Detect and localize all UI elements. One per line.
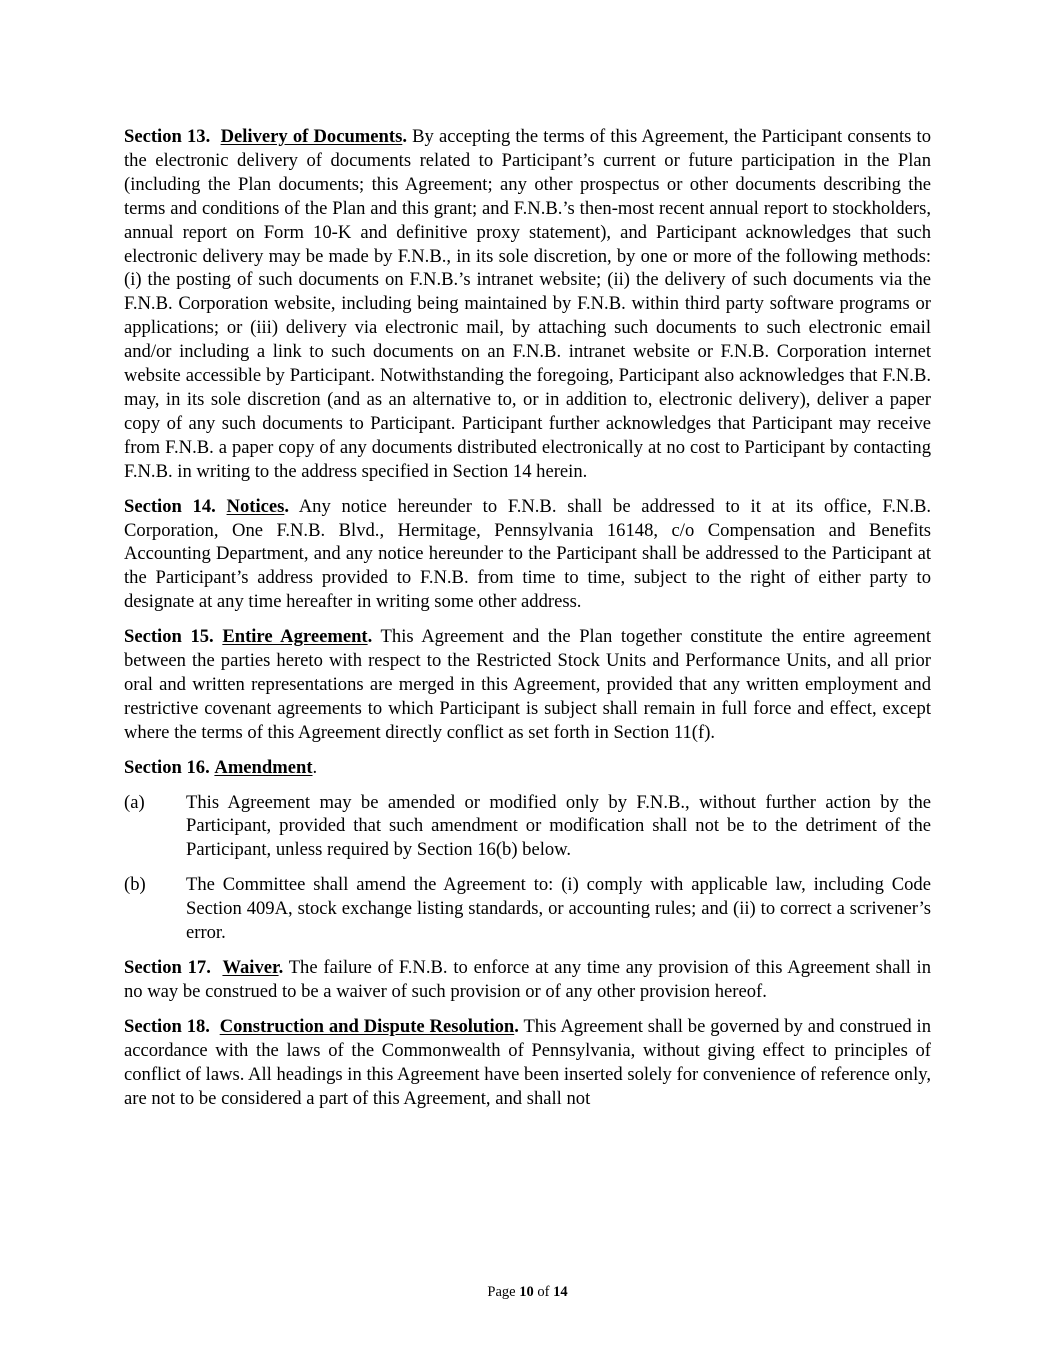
- page-total: 14: [553, 1284, 568, 1300]
- section-17: Section 17. Waiver. The failure of F.N.B. to enforce at any time any provision of this Agreement shall in no way be construed to be a waiver of such provision or of any other provision hereof.: [124, 957, 932, 1002]
- section-17-title: Waiver: [222, 957, 279, 978]
- section-18-text: This Agreement shall be governed by and construed in accordance with the laws of the Commonwealth of Pennsylvania, without giving effect to principles of conflict of laws. All headings in this Agreement have been inserted solely for convenience of reference only, are not to be considered a part of this Agreement, and shall not: [124, 1015, 932, 1109]
- section-15: Section 15. Entire Agreement. This Agreement and the Plan together constitute the entire agreement between the parties hereto with respect to the Restricted Stock Units and Performance Units, and all prior oral and written representations are merged in this Agreement, provided that any written employment and restrictive covenant agreements to which Participant is subject shall remain in full force and effect, except where the terms of this Agreement directly conflict as set forth in Section 11(f).: [124, 626, 931, 743]
- section-18-title: Construction and Dispute Resolution: [219, 1015, 515, 1037]
- section-18-number: Section 18.: [124, 1015, 210, 1037]
- section-16-item-b: [124, 873, 931, 945]
- section-16: Section 16. Amendment.: [124, 756, 318, 778]
- section-13: Section 13. Delivery of Documents. By accepting the terms of this Agreement, the Participant consents to the electronic delivery of documents related to Participant’s current or future participation in the Plan (including the Plan documents; this Agreement; any other prospectus or other documents describing the terms and conditions of the Plan and this grant; and F.N.B.’s then-most recent annual report to stockholders, annual report on Form 10-K and definitive proxy statement), and Participant acknowledges that such electronic delivery may be made by F.N.B., in its sole discretion, by one or more of the following methods: (i) the posting of such documents on F.N.B.’s intranet website; (ii) the delivery of such documents via the F.N.B. Corporation website, including being maintained by F.N.B. within third party software programs or applications; or (iii) delivery via electronic mail, by attaching such documents to such electronic email and/or including a link to such documents on an F.N.B. intranet website or F.N.B. Corporation internet website accessible by Participant. Notwithstanding the foregoing, Participant also acknowledges that F.N.B. may, in its sole discretion (and as an alternative to, or in addition to, electronic delivery), deliver a paper copy of any such documents to Participant. Participant further acknowledges that Participant may receive from F.N.B. a paper copy of any documents distributed electronically at no cost to Participant by contacting F.N.B. in writing to the address specified in Section 14 herein.: [124, 126, 932, 482]
- list-item-text: The Committee shall amend the Agreement to: (i) comply with applicable law, including Code Section 409A, stock exchange listing standards, or accounting rules; and (ii) to correct a scrivener’s error.: [186, 874, 931, 944]
- page-number: 10: [519, 1284, 534, 1300]
- section-16-title: Amendment: [214, 756, 313, 778]
- section-16-item-a: [124, 791, 931, 863]
- section-13-text: By accepting the terms of this Agreement, the Participant consents to the electronic delivery of documents related to Participant’s current or future participation in the Plan (including the Plan documents; this Agreement; any other prospectus or other documents describing the terms and conditions of the Plan and this grant; and F.N.B.’s then-most recent annual report to stockholders, annual report on Form 10-K and definitive proxy statement), and Participant acknowledges that such electronic delivery may be made by F.N.B., in its sole discretion, by one or more of the following methods: (i) the posting of such documents on F.N.B.’s intranet website; (ii) the delivery of such documents via the F.N.B. Corporation website, including being maintained by F.N.B. within third party software programs or applications; or (iii) delivery via electronic mail, by attaching such documents to such electronic email and/or including a link to such documents on an F.N.B. intranet website or F.N.B. Corporation internet website accessible by Participant. Notwithstanding the foregoing, Participant also acknowledges that F.N.B. may, in its sole discretion (and as an alternative to, or in addition to, electronic delivery), deliver a paper copy of any such documents to Participant. Participant further acknowledges that Participant may receive from F.N.B. a paper copy of any documents distributed electronically at no cost to Participant by contacting F.N.B. in writing to the address specified in Section 14 herein.: [124, 126, 932, 482]
- section-14-text: Any notice hereunder to F.N.B. shall be addressed to it at its office, F.N.B. Corporation, One F.N.B. Blvd., Hermitage, Pennsylvania 16148, c/o Compensation and Benefits Accounting Department, and any notice hereunder to the Participant shall be addressed to the Participant at the Participant’s address provided to F.N.B. from time to time, subject to the right of either party to designate at any time hereafter in writing some other address.: [124, 495, 932, 613]
- section-14-number: Section 14.: [124, 495, 216, 517]
- page-label: Page: [487, 1284, 516, 1300]
- list-item-label: (b): [124, 874, 146, 896]
- section-15-number: Section 15.: [124, 626, 214, 648]
- section-15-title: Entire Agreement: [222, 626, 368, 648]
- section-15-text: This Agreement and the Plan together constitute the entire agreement between the parties hereto with respect to the Restricted Stock Units and Performance Units, and all prior oral and written representations are merged in this Agreement, provided that any written employment and restrictive covenant agreements to which Participant is subject shall remain in full force and effect, except where the terms of this Agreement directly conflict as set forth in Section 11(f).: [124, 626, 931, 743]
- section-16-number: Section 16.: [124, 756, 210, 778]
- section-13-number: Section 13.: [124, 126, 211, 147]
- section-13-title: Delivery of Documents: [220, 126, 403, 147]
- page-footer: [0, 1284, 1055, 1301]
- list-item-label: (a): [124, 791, 145, 813]
- section-18: Section 18. Construction and Dispute Resolution. This Agreement shall be governed by and construed in accordance with the laws of the Commonwealth of Pennsylvania, without giving effect to principles of conflict of laws. All headings in this Agreement have been inserted solely for convenience of reference only, are not to be considered a part of this Agreement, and shall not: [124, 1015, 932, 1109]
- section-14-title: Notices: [226, 495, 285, 517]
- page-of-label: of: [537, 1284, 550, 1300]
- list-item-text: This Agreement may be amended or modified only by F.N.B., without further action by the Participant, provided that such amendment or modification shall not be to the detriment of the Participant, unless required by Section 16(b) below.: [186, 791, 931, 861]
- document-page: [124, 125, 931, 1121]
- section-17-text: The failure of F.N.B. to enforce at any time any provision of this Agreement shall in no way be construed to be a waiver of such provision or of any other provision hereof.: [124, 957, 932, 1002]
- section-14: Section 14. Notices. Any notice hereunder to F.N.B. shall be addressed to it at its office, F.N.B. Corporation, One F.N.B. Blvd., Hermitage, Pennsylvania 16148, c/o Compensation and Benefits Accounting Department, and any notice hereunder to the Participant shall be addressed to the Participant at the Participant’s address provided to F.N.B. from time to time, subject to the right of either party to designate at any time hereafter in writing some other address.: [124, 495, 932, 613]
- section-17-number: Section 17.: [124, 957, 211, 978]
